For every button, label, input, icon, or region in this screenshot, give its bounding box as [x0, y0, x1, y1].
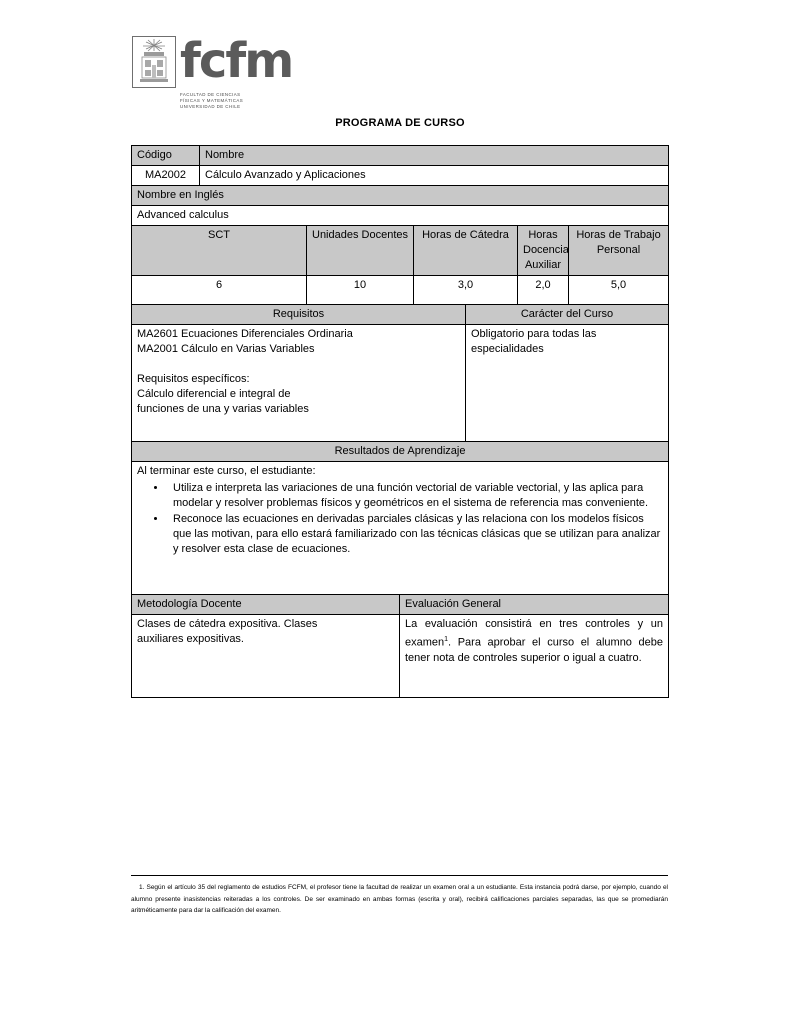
requisito-line-6: funciones de una y varias variables: [137, 403, 309, 415]
logo-subtitle-line-1: FACULTAD DE CIENCIAS: [180, 92, 241, 97]
table-row-credit-headers: [132, 226, 669, 276]
caracter-line-2: especialidades: [471, 343, 544, 355]
sct-header: SCT: [132, 226, 307, 276]
unidades-docentes-value: 10: [307, 276, 414, 305]
requisito-line-1: MA2601 Ecuaciones Diferenciales Ordinaria: [137, 328, 353, 340]
course-program-table: [131, 145, 669, 597]
requisito-line-2: MA2001 Cálculo en Varias Variables: [137, 343, 315, 355]
footnote-divider: [131, 875, 668, 876]
resultados-aprendizaje-header: Resultados de Aprendizaje: [132, 442, 669, 462]
evaluacion-text-part-2: . Para aprobar el curso el alumno debe tener nota de controles superior o igual a cuatro.: [405, 636, 663, 664]
page-title: PROGRAMA DE CURSO: [335, 117, 465, 129]
horas-catedra-value: 3,0: [414, 276, 518, 305]
table-row-metodo-body: [132, 615, 669, 698]
resultados-intro: Al terminar este curso, el estudiante:: [137, 465, 316, 477]
requisito-line-5: Cálculo diferencial e integral de: [137, 388, 291, 400]
table-row-credit-values: [132, 276, 669, 305]
metodologia-line-1: Clases de cátedra expositiva. Clases: [137, 618, 318, 630]
table-row-metodo-header: [132, 595, 669, 615]
nombre-header: Nombre: [200, 146, 669, 166]
evaluacion-general-header: Evaluación General: [400, 595, 669, 615]
table-row-codigo-header: [132, 146, 669, 166]
table-row-nombre-ingles-header: [132, 186, 669, 206]
metodologia-line-2: auxiliares expositivas.: [137, 633, 244, 645]
evaluacion-text-part-1: La evaluación consistirá en tres controles y un examen: [405, 618, 663, 649]
table-row-resultados-body: [132, 462, 669, 597]
fcfm-logo: [132, 33, 307, 116]
logo-subtitle: [180, 92, 310, 111]
requisitos-especificos-label: Requisitos específicos:: [137, 373, 250, 385]
caracter-line-1: Obligatorio para todas las: [471, 328, 597, 340]
metodologia-docente-body: [132, 615, 400, 698]
horas-trabajo-personal-value: 5,0: [569, 276, 669, 305]
footnote-text: 1. Según el artículo 35 del reglamento de estudios FCFM, el profesor tiene la facultad de realizar un examen oral a un estudiante. Esta instancia podrá darse, por ejemplo, cuando el alumno presente inasistencias reiteradas a los controles. De ser examinado en ambas formas (escrita y oral), recibirá calificaciones parciales separadas, las que se promediarán aritméticamente para dar la calificación del examen.: [131, 884, 668, 914]
nombre-value: Cálculo Avanzado y Aplicaciones: [200, 166, 669, 186]
table-row-nombre-ingles-value: [132, 206, 669, 226]
logo-subtitle-line-2: FÍSICAS Y MATEMÁTICAS: [180, 98, 244, 104]
table-row-codigo-value: [132, 166, 669, 186]
requisito-line-blank: [137, 357, 460, 372]
logo-subtitle-line-3: UNIVERSIDAD DE CHILE: [180, 104, 241, 110]
logo-wordmark: fcfm: [180, 33, 293, 89]
resultados-list: [137, 481, 663, 557]
table-row-requisitos-body: [132, 325, 669, 442]
horas-docencia-auxiliar-header: Horas Docencia Auxiliar: [518, 226, 569, 276]
table-row-resultados-header: [132, 442, 669, 462]
requisitos-header: Requisitos: [132, 305, 466, 325]
horas-docencia-auxiliar-value: 2,0: [518, 276, 569, 305]
table-row-requisitos-header: [132, 305, 669, 325]
nombre-ingles-header: Nombre en Inglés: [132, 186, 669, 206]
metodologia-docente-header: Metodología Docente: [132, 595, 400, 615]
evaluacion-footnote-marker: 1: [444, 636, 449, 643]
horas-trabajo-personal-header: Horas de Trabajo Personal: [569, 226, 669, 276]
resultados-aprendizaje-body: [132, 462, 669, 597]
university-seal-icon: [132, 36, 176, 88]
caracter-curso-header: Carácter del Curso: [466, 305, 669, 325]
horas-catedra-header: Horas de Cátedra: [414, 226, 518, 276]
codigo-value: MA2002: [132, 166, 200, 186]
requisitos-body: [132, 325, 466, 442]
list-item: • Reconoce las ecuaciones en derivadas parciales clásicas y las relaciona con los modelos físicos que las motivan, para ello estará familiarizado con las técnicas clásicas que se utilizan para analizar y resolver esta clase de ecuaciones.: [167, 512, 663, 557]
unidades-docentes-header: Unidades Docentes: [307, 226, 414, 276]
nombre-ingles-value: Advanced calculus: [132, 206, 669, 226]
sct-value: 6: [132, 276, 307, 305]
codigo-header: Código: [132, 146, 200, 166]
metodologia-evaluacion-table: [131, 594, 669, 698]
list-item: • Utiliza e interpreta las variaciones de una función vectorial de variable vectorial, y las aplica para modelar y resolver problemas físicos y geométricos en el sistema de referencia mas conveniente.: [167, 481, 663, 511]
evaluacion-general-body: [400, 615, 669, 698]
caracter-curso-body: [466, 325, 669, 442]
